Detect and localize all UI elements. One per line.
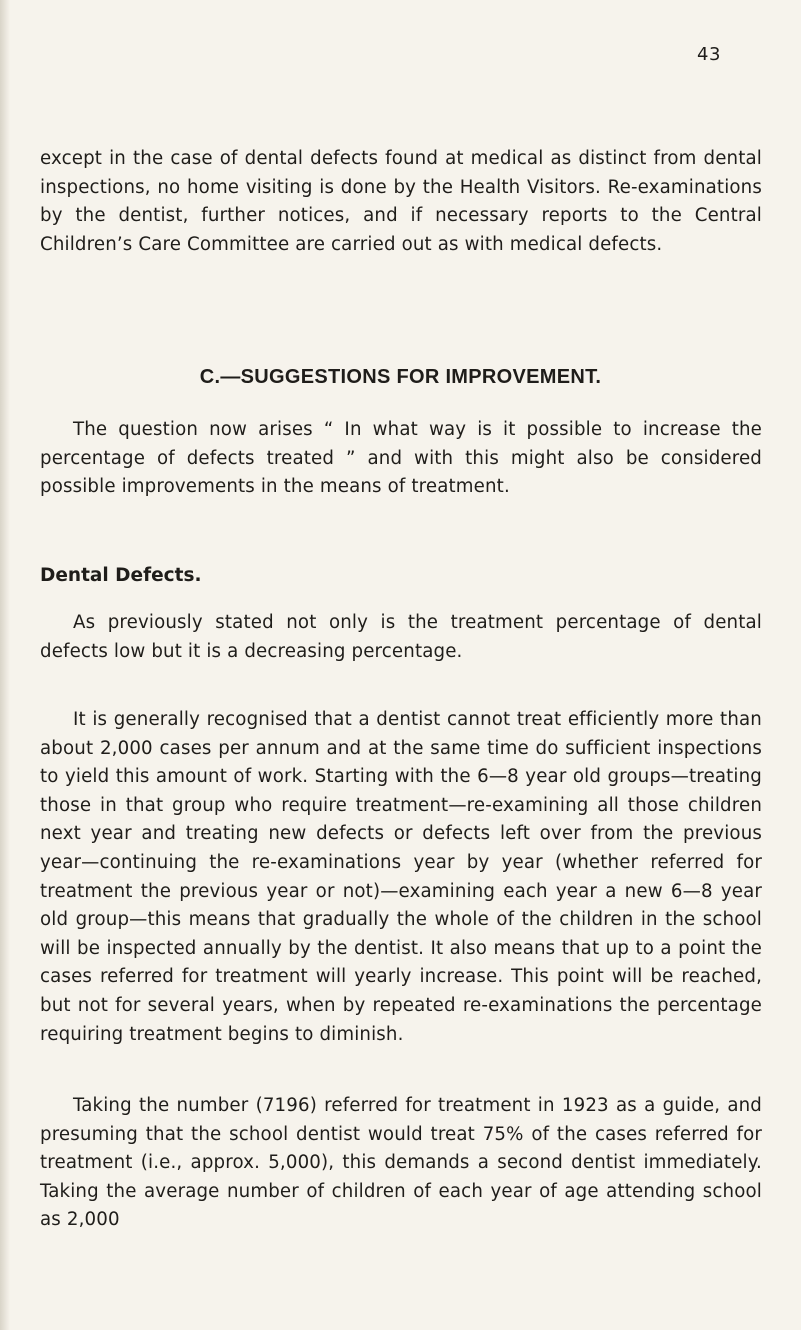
section-heading: C.—SUGGESTIONS FOR IMPROVEMENT.	[199, 366, 602, 388]
page-number: 43	[697, 44, 721, 65]
question-paragraph: The question now arises “ In what way is it possible to increase the percentage of defects treated ” and with this might also be considered possible improvements in the means of treatment.	[40, 419, 762, 498]
taking-paragraph: Taking the number (7196) referred for treatment in 1923 as a guide, and presuming that the school dentist would treat 75% of the cases referred for treatment (i.e., approx. 5,000), this demands a second dentist immediately. Taking the average number of children of each year of age attending school as 2,000	[40, 1095, 762, 1231]
page-edge	[0, 0, 10, 1330]
previously-paragraph: As previously stated not only is the treatment percentage of dental defects low but it is a decreasing percentage.	[40, 612, 762, 662]
recognised-paragraph: It is generally recognised that a dentist cannot treat efficiently more than about 2,000 cases per annum and at the same time do sufficient inspections to yield this amount of work. Starting with the 6—8 year old groups—treating those in that group who require treatment—re-examining all those children next year and treating new defects or defects left over from the previous year—continuing the re-examinations year by year (whether referred for treatment the previous year or not)—examining each year a new 6—8 year old group—this means that gradually the whole of the children in the school will be inspected annually by the dentist. It also means that up to a point the cases referred for treatment will yearly increase. This point will be reached, but not for several years, when by repeated re-examinations the percentage requiring treatment begins to diminish.	[40, 709, 762, 1045]
dental-defects-heading: Dental Defects.	[40, 565, 202, 586]
intro-paragraph: except in the case of dental defects found at medical as distinct from dental inspections, no home visiting is done by the Health Visitors. Re-examinations by the dentist, further notices, and if necessary reports to the Central Children’s Care Committee are carried out as with medical defects.	[40, 148, 762, 255]
